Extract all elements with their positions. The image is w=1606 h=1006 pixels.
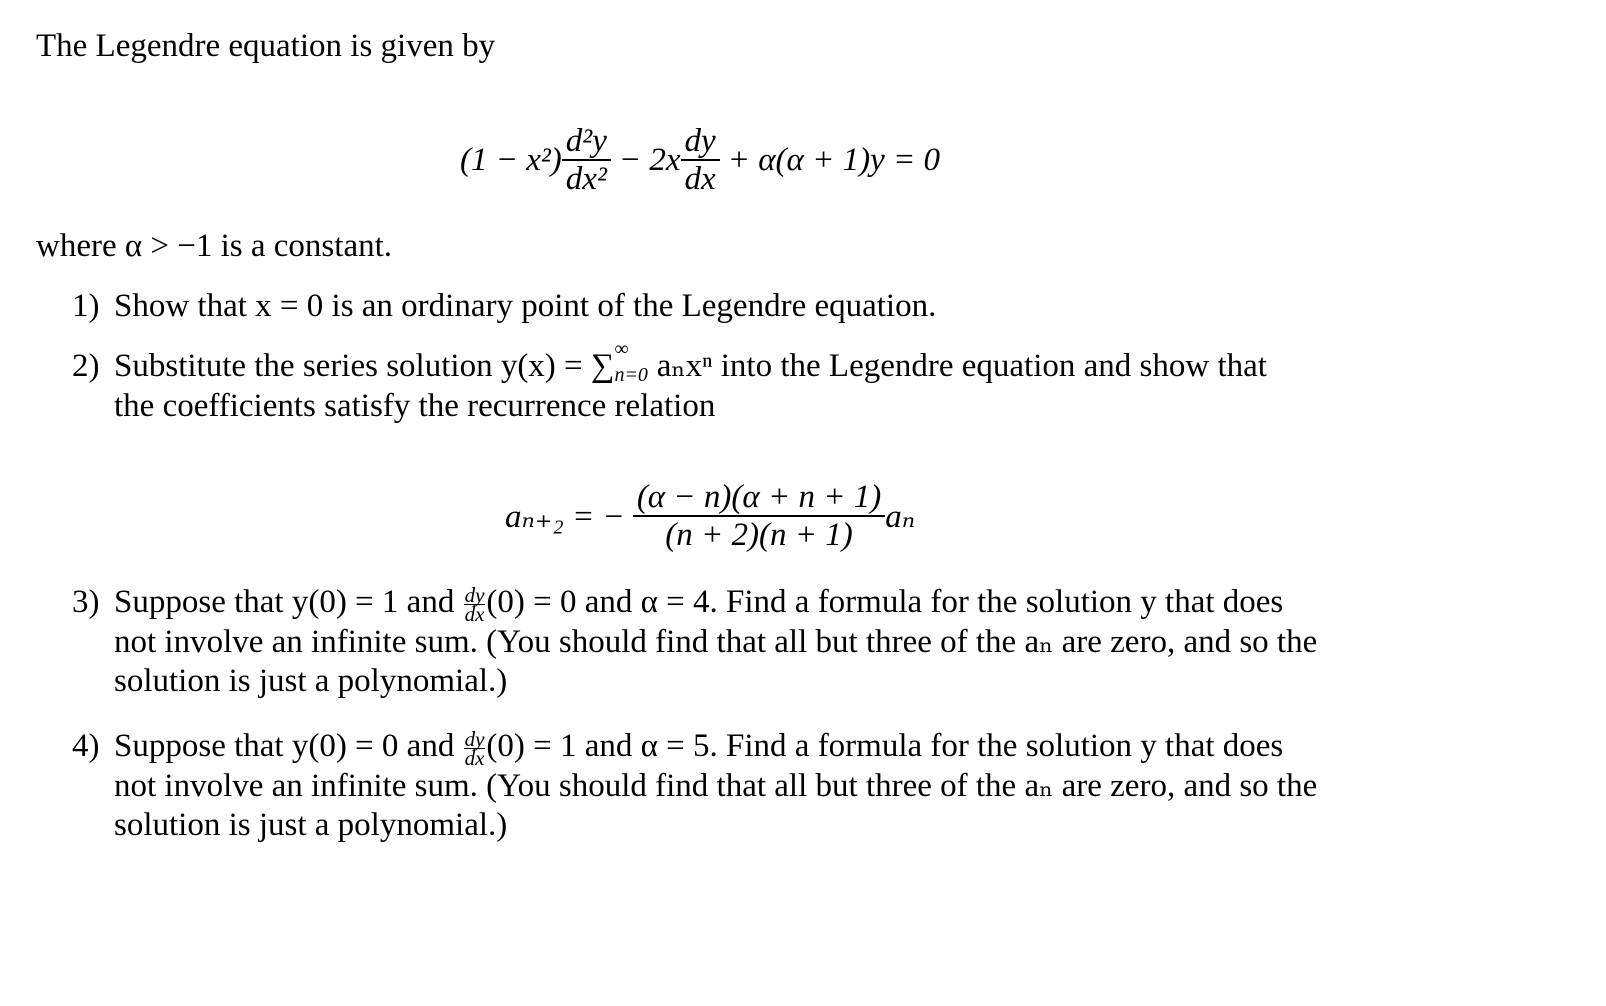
item-4-derivative xyxy=(464,726,486,770)
dy-numerator: dy xyxy=(681,123,720,161)
item-3-frac-num: dy xyxy=(464,582,485,607)
sum-lower-limit: n=0 xyxy=(614,364,648,387)
recurrence-denominator: (n + 2)(n + 1) xyxy=(665,517,853,553)
equation-lhs-factor: (1 − x²) xyxy=(460,141,562,178)
item-4-line-1-a: Suppose that y(0) = 0 and xyxy=(114,728,463,764)
recurrence-relation xyxy=(505,474,915,558)
dy-denominator: dx xyxy=(684,161,716,197)
d2y-numerator: d²y xyxy=(562,123,611,161)
equation-second-derivative xyxy=(562,123,611,197)
sum-symbol: ∑ xyxy=(590,348,615,384)
equation-first-derivative xyxy=(681,123,720,197)
item-4-line-1 xyxy=(114,726,1284,770)
item-3-line-1 xyxy=(114,582,1284,626)
item-1-text: Show that x = 0 is an ordinary point of the Legendre equation. xyxy=(114,288,937,324)
recurrence-rhs: aₙ xyxy=(885,499,916,535)
recurrence-fraction xyxy=(633,479,885,553)
where-text: where α > −1 is a constant. xyxy=(36,228,393,264)
sum-limits xyxy=(614,338,648,387)
item-4-line-3: solution is just a polynomial.) xyxy=(114,807,508,843)
item-3-line-2: not involve an infinite sum. (You should find that all but three of the aₙ are zero, and so the xyxy=(114,624,1318,660)
item-3-derivative xyxy=(464,582,486,626)
intro-text: The Legendre equation is given by xyxy=(36,28,496,64)
item-2-line-1-b: aₙxⁿ into the Legendre equation and show that xyxy=(648,348,1267,384)
item-3-number: 3) xyxy=(72,584,100,620)
item-4-line-2: not involve an infinite sum. (You should find that all but three of the aₙ are zero, and so the xyxy=(114,768,1318,804)
item-2-line-1 xyxy=(114,338,1267,387)
item-2-line-1-a: Substitute the series solution y(x) = xyxy=(114,348,591,384)
item-2-number: 2) xyxy=(72,348,100,384)
equation-rest: + α(α + 1)y = 0 xyxy=(727,141,940,178)
d2y-denominator: dx² xyxy=(565,161,607,197)
legendre-equation xyxy=(460,112,940,208)
item-3-line-3: solution is just a polynomial.) xyxy=(114,663,508,699)
item-1-number: 1) xyxy=(72,288,100,324)
item-4-number: 4) xyxy=(72,728,100,764)
item-4-frac-num: dy xyxy=(464,726,485,751)
equation-minus-2x: − 2x xyxy=(618,141,681,178)
item-3-frac-den: dx xyxy=(464,601,485,626)
item-4-line-1-b: (0) = 1 and α = 5. Find a formula for the solution y that does xyxy=(486,728,1284,764)
sum-upper-limit: ∞ xyxy=(614,338,629,361)
recurrence-numerator: (α − n)(α + n + 1) xyxy=(633,479,885,517)
item-3-line-1-a: Suppose that y(0) = 1 and xyxy=(114,584,463,620)
item-2-line-2: the coefficients satisfy the recurrence relation xyxy=(114,388,716,424)
item-3-line-1-b: (0) = 0 and α = 4. Find a formula for the solution y that does xyxy=(486,584,1284,620)
item-4-frac-den: dx xyxy=(464,745,485,770)
recurrence-lhs: aₙ₊₂ = − xyxy=(505,499,625,535)
